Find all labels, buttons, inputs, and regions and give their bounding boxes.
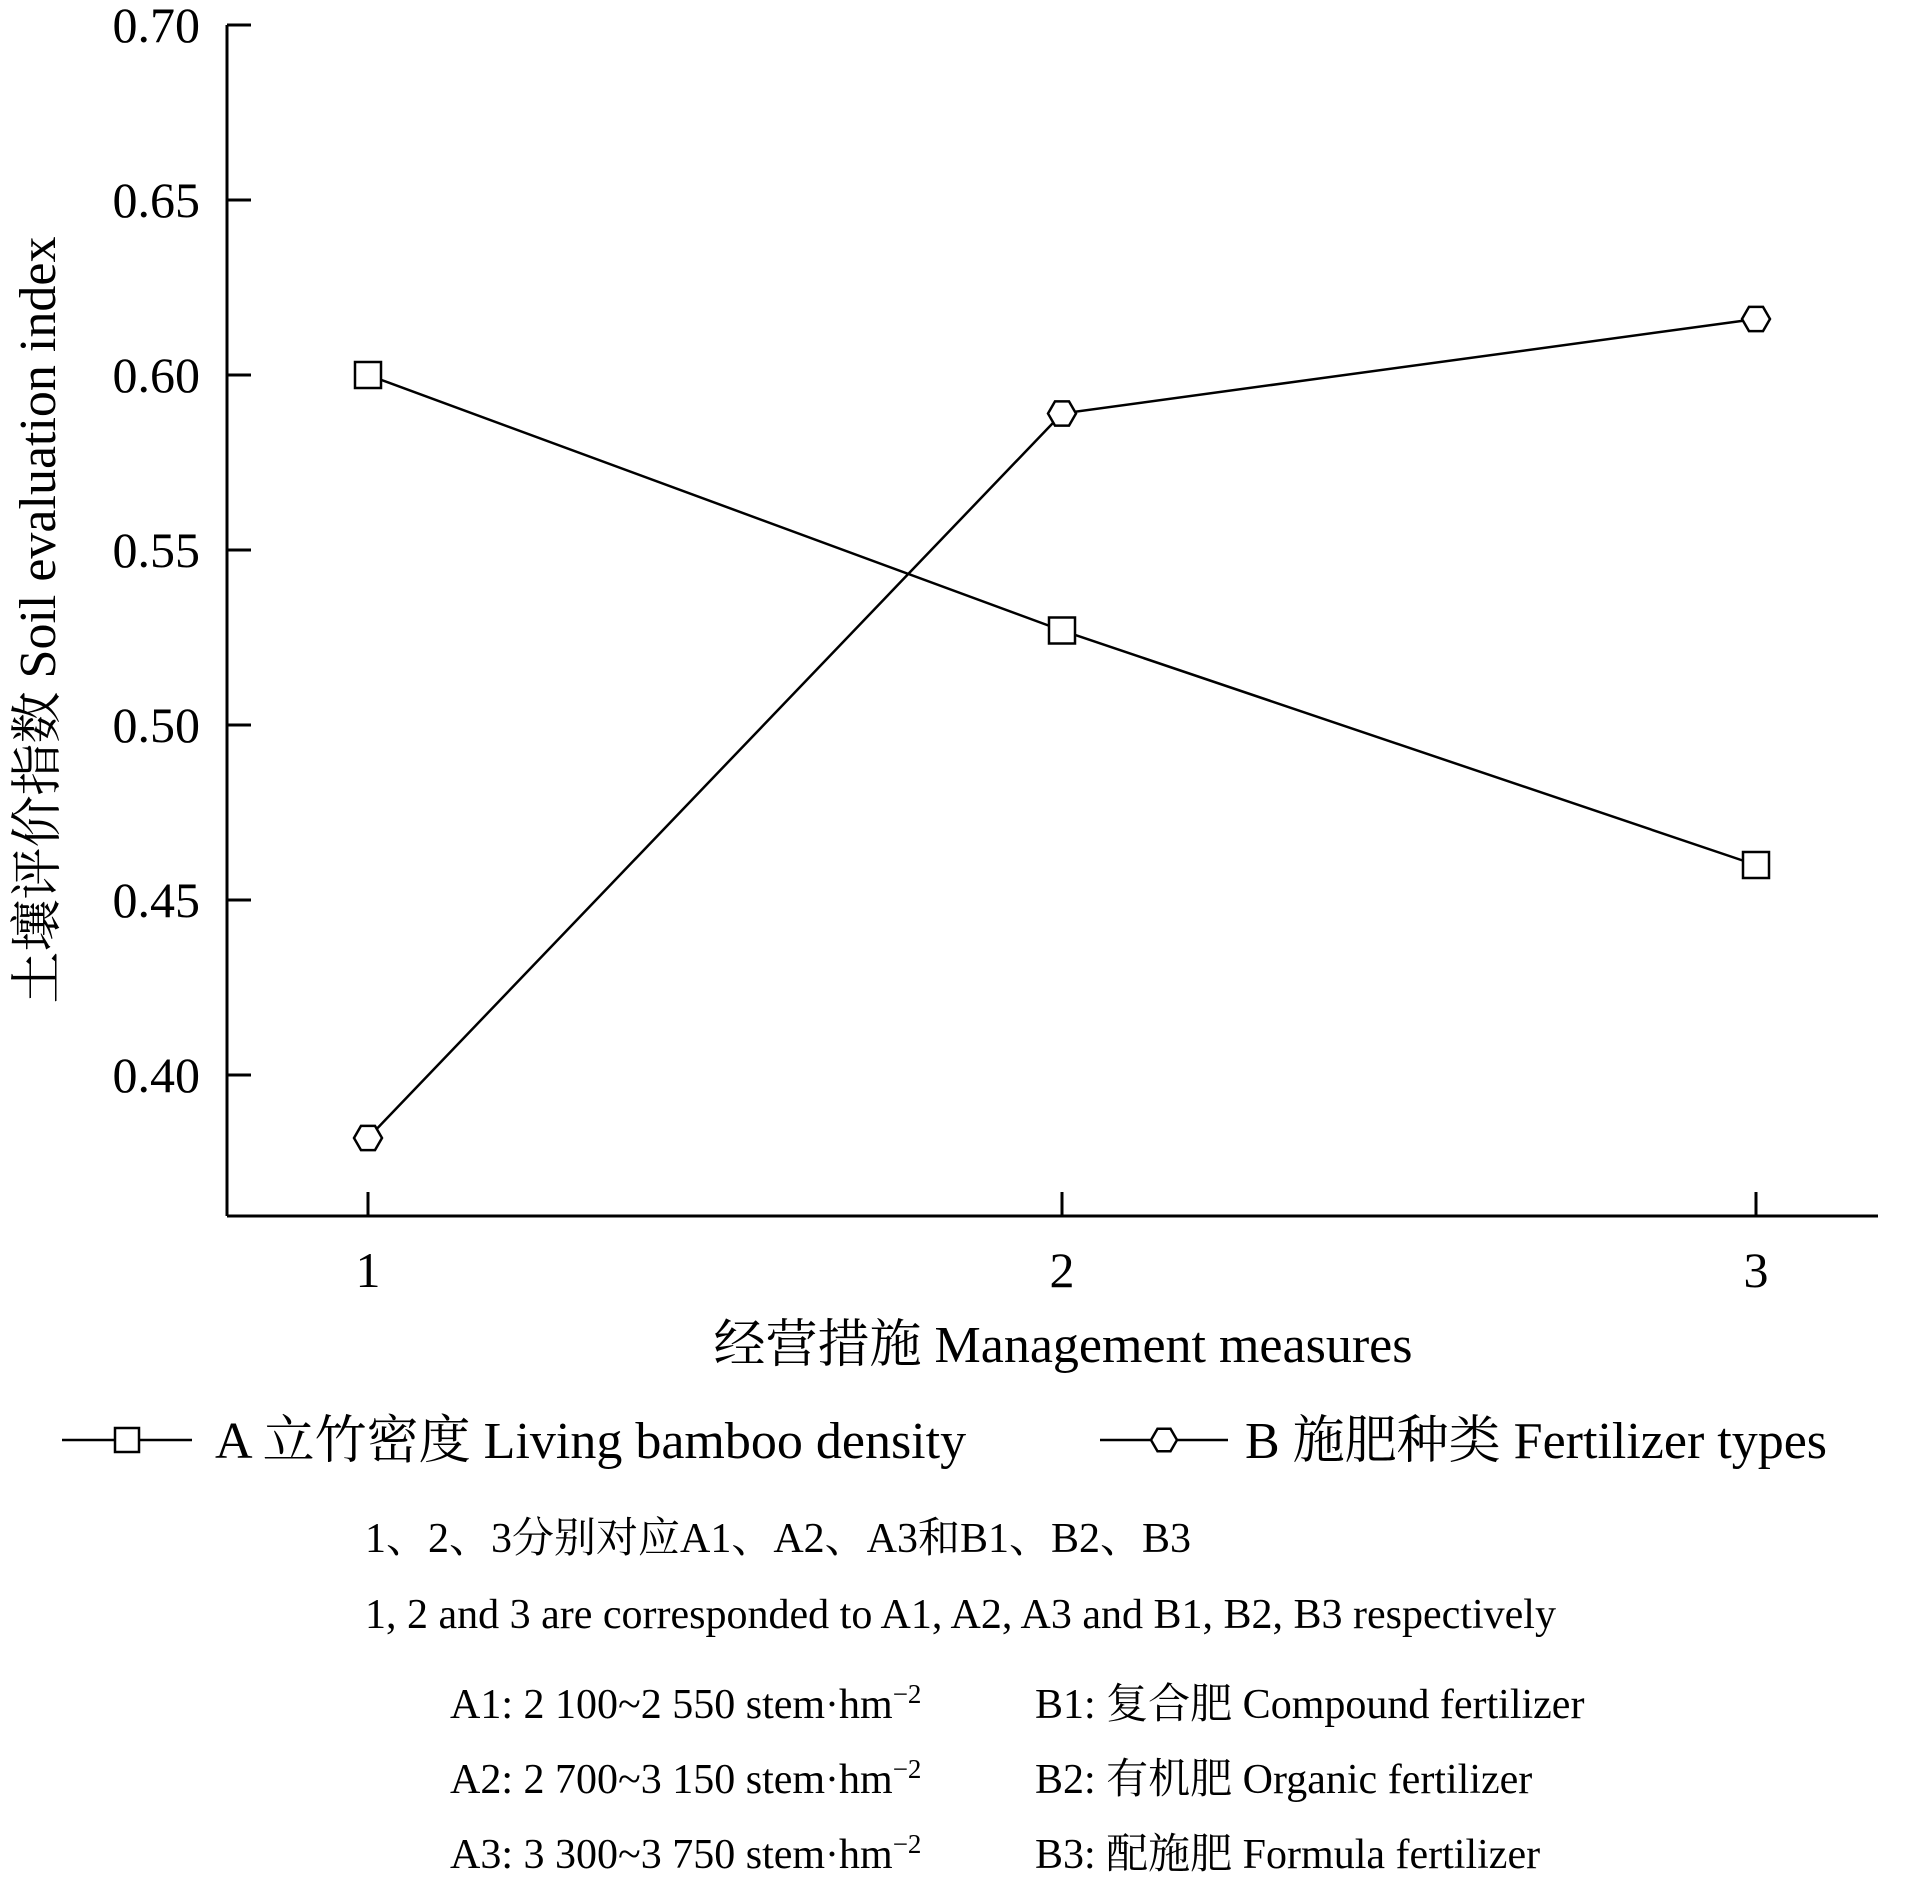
superscript: −2: [892, 1829, 922, 1859]
note-line-1: 1、2、3分别对应A1、A2、A3和B1、B2、B3: [365, 1516, 1192, 1562]
data-point-square: [1743, 852, 1769, 878]
note-row-1-b: B1: 复合肥 Compound fertilizer: [1035, 1682, 1585, 1728]
data-point-square: [355, 362, 381, 388]
legend-item-a: [62, 1413, 966, 1470]
legend-label-b: B 施肥种类 Fertilizer types: [1245, 1413, 1828, 1470]
data-point-hexagon: [1048, 401, 1076, 425]
x-tick-label: 3: [1743, 1242, 1769, 1298]
note-row-3-b: B3: 配施肥 Formula fertilizer: [1035, 1832, 1541, 1878]
legend-marker-square: [115, 1428, 139, 1452]
data-point-hexagon: [354, 1126, 382, 1150]
legend-marker-hexagon: [1151, 1429, 1177, 1452]
series-line-b: [368, 319, 1756, 1138]
y-tick-label: 0.70: [112, 0, 200, 53]
y-tick-label: 0.55: [112, 522, 200, 578]
notes: [365, 1515, 1584, 1878]
legend-label-a: A 立竹密度 Living bamboo density: [215, 1413, 967, 1470]
note-row-3-a: A3: 3 300~3 750 $stem\cdot hm^{-2}$: [450, 1829, 922, 1878]
x-ticks: [356, 1192, 1769, 1298]
legend: [62, 1413, 1827, 1470]
y-tick-label: 0.50: [112, 697, 200, 753]
y-ticks: [113, 0, 252, 1103]
superscript: −2: [892, 1679, 922, 1709]
y-tick-label: 0.45: [112, 872, 200, 928]
data-point-square: [1049, 618, 1075, 644]
y-tick-label: 0.40: [112, 1047, 200, 1103]
y-tick-label: 0.65: [112, 172, 200, 228]
note-row-1-a: A1: 2 100~2 550 $stem\cdot hm^{-2}$: [450, 1679, 922, 1728]
y-axis-title: 土壤评价指数 Soil evaluation index: [10, 236, 67, 1004]
note-row-2-b: B2: 有机肥 Organic fertilizer: [1035, 1757, 1533, 1803]
x-tick-label: 2: [1049, 1242, 1075, 1298]
y-tick-label: 0.60: [112, 347, 200, 403]
x-tick-label: 1: [355, 1242, 381, 1298]
superscript: −2: [892, 1754, 922, 1784]
note-row-2-a: A2: 2 700~3 150 $stem\cdot hm^{-2}$: [450, 1754, 922, 1803]
legend-item-b: [1100, 1413, 1827, 1470]
x-axis-title: 经营措施 Management measures: [713, 1317, 1413, 1374]
series-layer: [354, 307, 1770, 1150]
note-line-2: 1, 2 and 3 are corresponded to A1, A2, A3 and B1, B2, B3 respectively: [365, 1592, 1556, 1638]
data-point-hexagon: [1742, 307, 1770, 331]
